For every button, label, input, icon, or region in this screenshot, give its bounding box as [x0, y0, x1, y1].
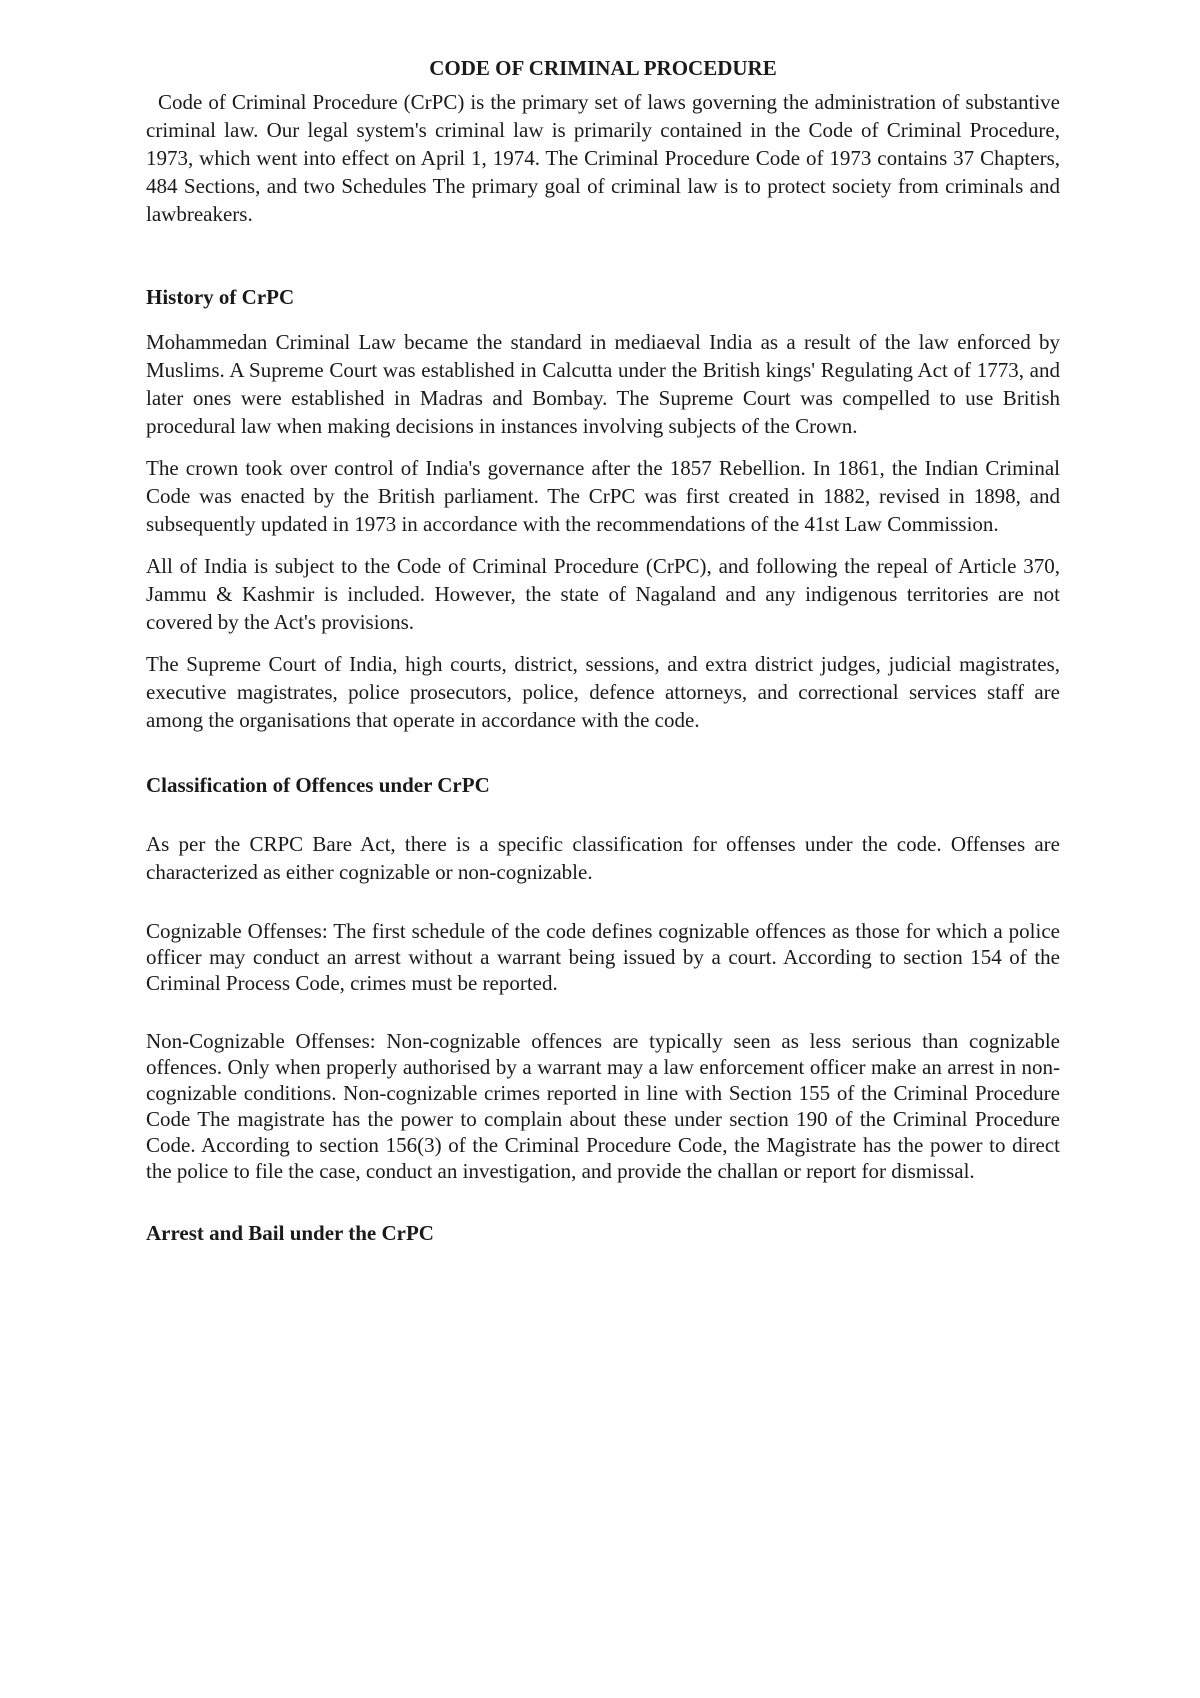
classification-paragraph-2: Cognizable Offenses: The first schedule of the code defines cognizable offences as those for which a police officer may conduct an arrest without a warrant being issued by a court. According to section 154 of the Criminal Process Code, crimes must be reported.	[146, 919, 1060, 995]
document-page	[146, 56, 1060, 1246]
section-heading-classification: Classification of Offences under CrPC	[146, 773, 490, 797]
history-paragraph-1: Mohammedan Criminal Law became the standard in mediaeval India as a result of the law enforced by Muslims. A Supreme Court was established in Calcutta under the British kings' Regulating Act of 1773, and later ones were established in Madras and Bombay. The Supreme Court was compelled to use British procedural law when making decisions in instances involving subjects of the Crown.	[146, 330, 1060, 438]
history-paragraph-2: The crown took over control of India's governance after the 1857 Rebellion. In 1861, the Indian Criminal Code was enacted by the British parliament. The CrPC was first created in 1882, revised in 1898, and subsequently updated in 1973 in accordance with the recommendations of the 41st Law Commission.	[146, 456, 1060, 536]
document-title: CODE OF CRIMINAL PROCEDURE	[429, 56, 777, 80]
history-paragraph-3: All of India is subject to the Code of Criminal Procedure (CrPC), and following the repeal of Article 370, Jammu & Kashmir is included. However, the state of Nagaland and any indigenous territories are not covered by the Act's provisions.	[146, 554, 1060, 634]
history-paragraph-4: The Supreme Court of India, high courts, district, sessions, and extra district judges, judicial magistrates, executive magistrates, police prosecutors, police, defence attorneys, and correctional services staff are among the organisations that operate in accordance with the code.	[146, 652, 1060, 732]
section-heading-arrest-bail: Arrest and Bail under the CrPC	[146, 1221, 434, 1245]
section-heading-history: History of CrPC	[146, 285, 295, 309]
intro-paragraph: Code of Criminal Procedure (CrPC) is the primary set of laws governing the administration of substantive criminal law. Our legal system's criminal law is primarily contained in the Code of Criminal Procedure, 1973, which went into effect on April 1, 1974. The Criminal Procedure Code of 1973 contains 37 Chapters, 484 Sections, and two Schedules The primary goal of criminal law is to protect society from criminals and lawbreakers.	[146, 90, 1060, 226]
classification-paragraph-1: As per the CRPC Bare Act, there is a specific classification for offenses under the code. Offenses are characterized as either cognizable or non-cognizable.	[146, 832, 1060, 884]
classification-paragraph-3: Non-Cognizable Offenses: Non-cognizable offences are typically seen as less serious than cognizable offences. Only when properly authorised by a warrant may a law enforcement officer make an arrest in non-cognizable conditions. Non-cognizable crimes reported in line with Section 155 of the Criminal Procedure Code The magistrate has the power to complain about these under section 190 of the Criminal Procedure Code. According to section 156(3) of the Criminal Procedure Code, the Magistrate has the power to direct the police to file the case, conduct an investigation, and provide the challan or report for dismissal.	[146, 1029, 1060, 1183]
